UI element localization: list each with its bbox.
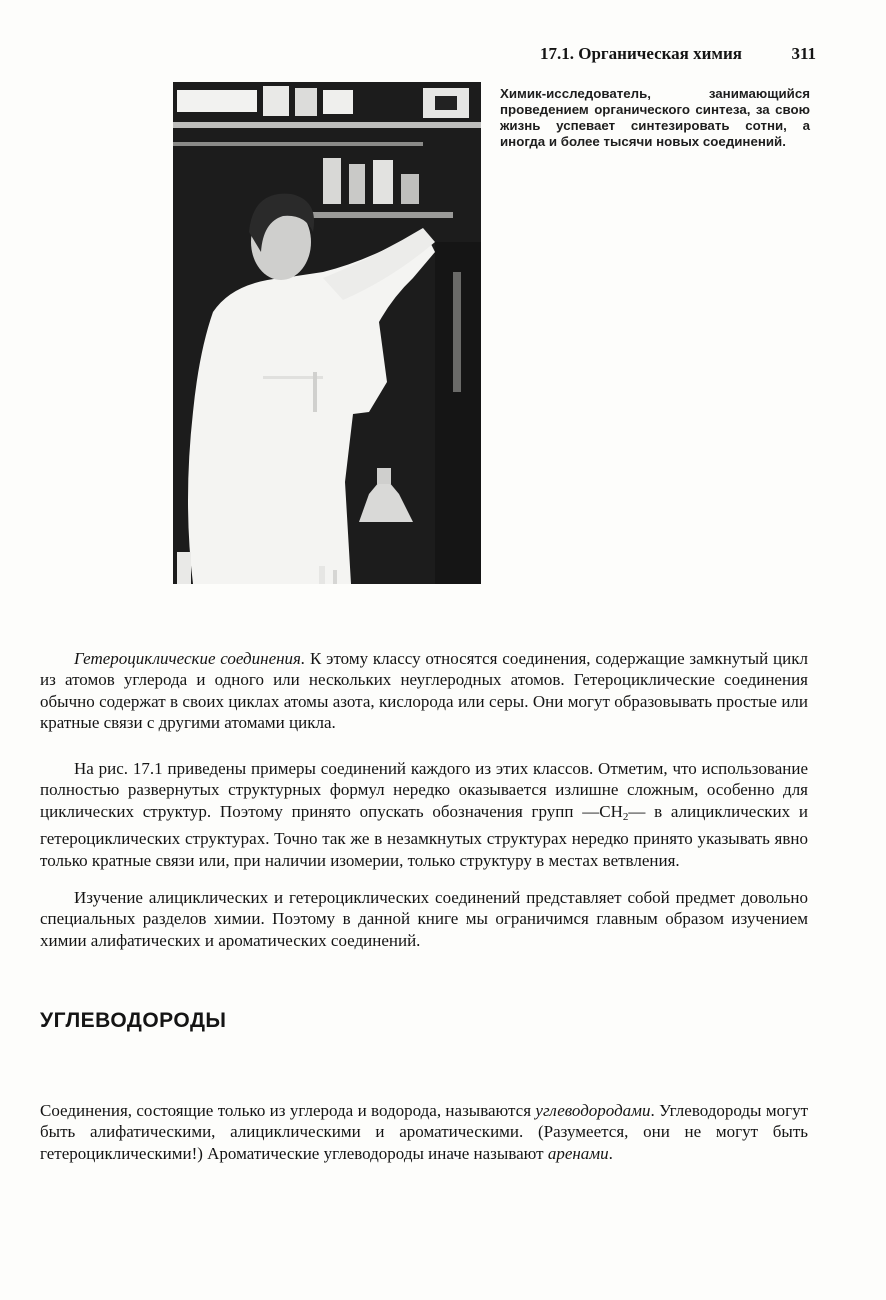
paragraph-hydrocarbons	[40, 1100, 808, 1164]
paragraph-study: Изучение алициклических и гетероциклических соединений представляет собой предмет довольно специальных разделов химии. Поэтому в данной книге мы ограничимся главным образом изучением химии алифатических и ароматических соединений.	[40, 888, 808, 950]
section-title: 17.1. Органическая химия	[540, 44, 742, 63]
figure-caption: Химик-исследователь, занимающийся проведением органического синтеза, за свою жизнь успевает синтезировать сотни, а иногда и более тысячи новых соединений.	[500, 86, 810, 149]
paragraph-heterocyclic	[40, 648, 808, 734]
running-header	[540, 44, 820, 64]
paragraph-text-before: На рис. 17.1 приведены примеры соединений каждого из этих классов. Отметим, что использование полностью развернутых структурных формул нередко оказывается излишне сложным, особенно для циклических структур. Поэтому принято опускать обозначения групп —CH	[40, 759, 808, 821]
paragraph-text: Соединения, состоящие только из углерода и водорода, называются	[40, 1101, 536, 1120]
paragraph-text: К этому классу относятся соединения, содержащие замкнутый цикл из атомов углерода и одного или нескольких неуглеродных атомов. Гетероциклические соединения обычно содержат в своих циклах атомы азота, кислорода или серы. Они могут образовывать простые или кратные связи с другими атомами цикла.	[40, 649, 808, 733]
paragraph-lead: Гетероциклические соединения.	[74, 649, 306, 668]
paragraph-text: . Углеводороды могут быть алифатическими, алициклическими и ароматическими. (Разумеется, они не могут быть гетероциклическими!) Ароматические углеводороды иначе называют	[40, 1101, 808, 1163]
paragraph-examples	[40, 758, 808, 871]
paragraph-text: .	[608, 1143, 613, 1163]
page-number: 311	[791, 44, 816, 63]
term-hydrocarbons: углеводородами	[535, 1101, 651, 1120]
section-heading: УГЛЕВОДОРОДЫ	[40, 1009, 227, 1032]
paragraph-text-after: — в алициклических и гетероциклических структурах. Точно так же в незамкнутых структурах нередко принято указывать явно только кратные связи или, при наличии изомерии, только структуру в местах ветвления.	[40, 801, 809, 870]
chemist-photo	[173, 82, 481, 584]
ch2-subscript: 2	[622, 810, 629, 823]
term-arenes: аренами	[547, 1143, 609, 1163]
